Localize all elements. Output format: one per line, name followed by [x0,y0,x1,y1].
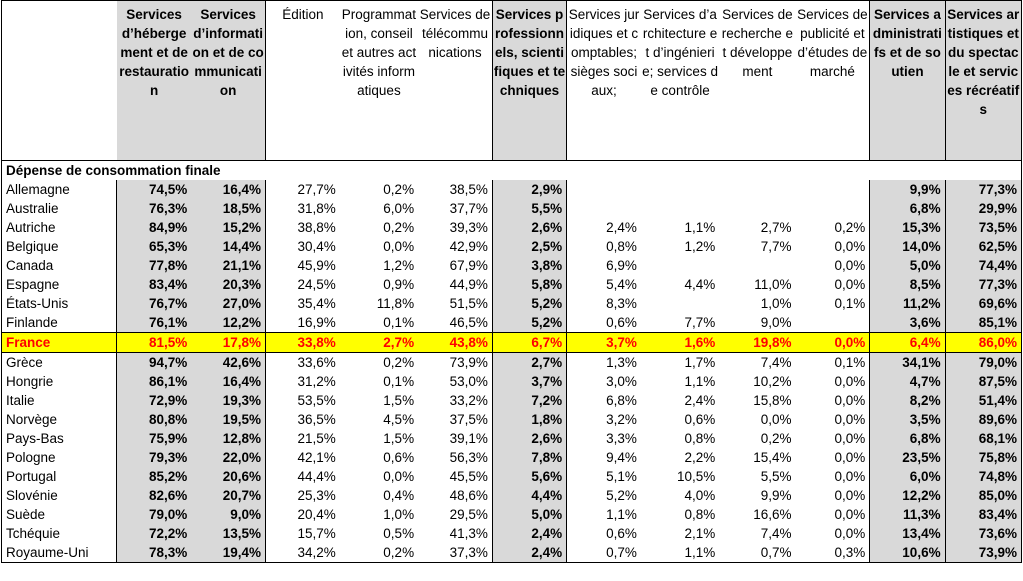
country-name: Pays-Bas [2,429,117,448]
table-cell: 6,4% [870,333,945,353]
table-cell: 87,5% [945,372,1021,391]
table-cell: 22,0% [191,448,265,467]
table-cell: 0,0% [796,256,870,275]
table-cell: 8,2% [870,391,945,410]
table-cell: 0,0% [796,448,870,467]
table-cell: 76,3% [117,199,191,218]
table-cell: 2,6% [492,218,566,237]
table-cell [719,199,795,218]
table-cell [641,256,719,275]
table-cell: 86,1% [117,372,191,391]
table-cell: 51,4% [945,391,1021,410]
table-cell: 31,2% [297,374,336,389]
table-cell: 5,0% [870,256,945,275]
table-row [2,524,1022,543]
table-cell: 16,4% [191,372,265,391]
table-cell: 5,8% [492,275,566,294]
table-cell: 76,1% [117,313,191,333]
table-cell: 2,7% [492,353,566,373]
table-cell: 1,5% [383,431,415,446]
country-name: Allemagne [2,180,117,199]
table-cell: 10,5% [676,469,716,484]
table-cell: 9,9% [760,488,792,503]
table-cell: 0,7% [567,543,641,563]
country-name: États-Unis [2,294,117,313]
table-cell: 89,6% [945,410,1021,429]
table-cell: 5,6% [492,467,566,486]
table-cell: 73,5% [945,218,1021,237]
table-cell: 45,9% [297,258,336,273]
table-cell: 29,9% [945,199,1021,218]
table-cell: 34,1% [870,353,945,373]
table-cell: 77,3% [945,275,1021,294]
table-cell: 85,1% [945,313,1021,333]
table-cell: 15,7% [297,526,336,541]
table-cell: 77,8% [117,256,191,275]
table-cell [567,199,641,218]
table-cell: 72,2% [117,524,191,543]
table-cell: 33,8% [266,333,340,353]
table-cell: 0,0% [796,410,870,429]
header-telecom: Services de télécommunications [418,1,492,161]
table-cell: 30,4% [297,239,336,254]
table-cell: 75,9% [117,429,191,448]
table-cell: 45,5% [418,467,492,486]
table-cell: 0,8% [606,239,637,254]
table-cell: 1,2% [684,239,716,254]
table-cell: 0,0% [796,467,870,486]
table-cell: 42,9% [418,237,492,256]
table-cell: 7,7% [684,315,716,330]
country-name: Royaume-Uni [2,543,117,563]
table-cell: 3,3% [606,431,637,446]
table-cell: 0,0% [760,412,792,427]
table-cell: 53,5% [297,393,336,408]
table-cell: 0,8% [684,431,716,446]
table-cell: 31,8% [297,201,336,216]
table-row [2,543,1022,563]
country-name: Pologne [2,448,117,467]
table-cell: 77,3% [945,180,1021,199]
section-row [2,161,1022,181]
table-cell: 8,3% [606,296,637,311]
table-cell: 1,1% [684,220,716,235]
table-cell: 0,0% [796,275,870,294]
table-cell: 9,0% [760,315,792,330]
table-cell: 74,4% [945,256,1021,275]
table-cell: 12,8% [191,429,265,448]
table-cell: 73,9% [418,353,492,373]
table-cell: 15,3% [870,218,945,237]
table-cell: 5,2% [492,294,566,313]
header-row [2,1,1022,161]
country-name: Tchéquie [2,524,117,543]
table-cell: 21,1% [191,256,265,275]
table-cell: 0,6% [684,412,716,427]
table-cell: 84,9% [117,218,191,237]
table-cell [796,180,870,199]
table-cell: 13,4% [870,524,945,543]
table-cell: 56,3% [418,448,492,467]
table-cell: 10,6% [870,543,945,563]
table-cell: 5,4% [606,277,637,292]
table-cell: 81,5% [117,333,191,353]
table-cell: 1,3% [606,355,637,370]
table-cell: 21,5% [297,431,336,446]
table-cell: 82,6% [117,486,191,505]
table-cell: 0,2% [383,355,415,370]
table-cell: 2,6% [492,429,566,448]
table-row [2,505,1022,524]
table-cell: 53,0% [418,372,492,391]
table-cell: 3,0% [606,374,637,389]
header-juridiques: Services juridiques et comptables; sièges sociaux; [568,7,640,98]
table-cell: 0,9% [383,277,415,292]
table-cell: 6,9% [606,258,637,273]
table-row [2,218,1022,237]
table-cell: 24,5% [297,277,336,292]
table-cell: 46,5% [418,313,492,333]
table-cell [796,313,870,333]
table-cell: 73,6% [945,524,1021,543]
table-cell: 1,2% [383,258,415,273]
table-cell: 0,2% [383,220,415,235]
table-cell: 94,7% [117,353,191,373]
table-cell: 5,5% [760,469,792,484]
table-cell: 5,0% [492,505,566,524]
table-cell [641,294,719,313]
table-cell: 0,0% [383,239,415,254]
table-cell: 2,4% [492,543,566,563]
table-cell: 11,3% [870,505,945,524]
section-title: Dépense de consommation finale [2,161,1022,181]
table-cell [567,180,641,199]
table-cell: 19,5% [191,410,265,429]
table-cell: 44,4% [297,469,336,484]
table-cell: 2,5% [492,237,566,256]
table-cell: 0,5% [383,526,415,541]
table-row [2,429,1022,448]
table-cell: 79,0% [945,353,1021,373]
country-name: Finlande [2,313,117,333]
table-cell: 2,7% [760,220,792,235]
table-cell: 0,8% [684,507,716,522]
table-cell: 39,1% [418,429,492,448]
table-cell: 7,2% [492,391,566,410]
table-cell: 69,6% [945,294,1021,313]
header-hebergement: Services d’hébergement et de restauration [117,1,191,161]
table-cell: 27,7% [297,182,336,197]
table-cell: 10,2% [753,374,792,389]
table-cell: 6,0% [870,467,945,486]
table-cell: 7,8% [492,448,566,467]
header-administratifs: Services administratifs et de soutien [870,1,945,161]
table-cell: 5,2% [492,313,566,333]
table-row [2,275,1022,294]
header-recherche: Services de recherche et développement [721,7,794,79]
table-cell: 0,0% [796,372,870,391]
table-row [2,372,1022,391]
table-cell: 4,7% [870,372,945,391]
table-cell: 5,5% [492,199,566,218]
table-cell: 6,8% [606,393,637,408]
table-cell: 1,8% [492,410,566,429]
table-cell: 7,4% [760,526,792,541]
table-cell: 76,7% [117,294,191,313]
table-row [2,410,1022,429]
table-cell: 72,9% [117,391,191,410]
table-cell: 42,6% [191,353,265,373]
table-cell: 12,2% [191,313,265,333]
header-professionnels: Services professionnels, scientifiques et techniques [492,1,566,161]
table-cell: 9,4% [606,450,637,465]
table-cell: 16,6% [753,507,792,522]
table-cell: 0,0% [796,429,870,448]
table-row [2,391,1022,410]
table-row [2,333,1022,353]
table-cell: 74,8% [945,467,1021,486]
country-name: Hongrie [2,372,117,391]
table-cell: 1,6% [641,333,719,353]
table-cell: 0,0% [796,486,870,505]
country-name: Australie [2,199,117,218]
table-row [2,256,1022,275]
table-cell: 0,0% [383,469,415,484]
table-cell: 6,0% [383,201,415,216]
table-cell: 44,9% [418,275,492,294]
table-cell: 1,7% [684,355,716,370]
table-cell: 75,8% [945,448,1021,467]
table-cell: 34,2% [266,543,340,563]
table-cell: 16,9% [297,315,336,330]
table-cell: 85,0% [945,486,1021,505]
table-cell: 83,4% [117,275,191,294]
table-cell: 3,5% [870,410,945,429]
table-cell: 1,0% [383,507,415,522]
table-cell [641,180,719,199]
table-cell: 16,4% [191,180,265,199]
table-row [2,448,1022,467]
table-cell: 2,4% [492,524,566,543]
table-cell: 0,2% [340,543,418,563]
table-cell: 3,8% [492,256,566,275]
table-cell: 0,0% [796,524,870,543]
table-cell: 0,0% [796,237,870,256]
header-architecture: Services d’architecture et d’ingénierie; services de contrôle [642,7,718,98]
table-cell: 86,0% [945,333,1021,353]
table-row [2,467,1022,486]
country-name: Canada [2,256,117,275]
country-name: Espagne [2,275,117,294]
country-name: Italie [2,391,117,410]
table-cell: 1,1% [606,507,637,522]
table-cell: 0,0% [796,391,870,410]
table-cell: 19,8% [719,333,795,353]
table-cell: 39,3% [418,218,492,237]
table-cell: 33,2% [418,391,492,410]
table-cell: 73,9% [945,543,1021,563]
header-publicite: Services de publicité et d’études de marché [796,1,870,161]
table-cell: 5,1% [606,469,637,484]
table-cell: 2,9% [492,180,566,199]
table-cell: 2,4% [606,220,637,235]
table-cell: 27,0% [191,294,265,313]
table-cell: 4,0% [684,488,716,503]
table-cell: 48,6% [418,486,492,505]
table-cell: 35,4% [297,296,336,311]
table-cell: 19,3% [191,391,265,410]
table-cell: 80,8% [117,410,191,429]
table-cell: 3,6% [870,313,945,333]
table-cell: 78,3% [117,543,191,563]
table-cell: 14,0% [870,237,945,256]
header-artistiques: Services artistiques et du spectacle et services récréatifs [945,1,1021,161]
table-row [2,199,1022,218]
table-cell: 29,5% [418,505,492,524]
table-cell: 4,5% [383,412,415,427]
table-cell: 37,7% [418,199,492,218]
table-cell: 33,6% [297,355,336,370]
table-cell: 6,8% [870,429,945,448]
country-name: Autriche [2,218,117,237]
table-cell: 51,5% [418,294,492,313]
table-cell: 0,7% [719,543,795,563]
table-row [2,180,1022,199]
country-name: Belgique [2,237,117,256]
country-name: France [2,333,117,353]
table-cell: 4,4% [684,277,716,292]
consumption-table [1,0,1022,563]
country-name: Grèce [2,353,117,373]
table-cell: 0,1% [796,294,870,313]
table-cell: 41,3% [418,524,492,543]
table-cell: 3,7% [567,333,641,353]
table-cell: 19,4% [191,543,265,563]
table-cell: 6,8% [870,199,945,218]
table-cell: 0,2% [383,182,415,197]
table-cell: 79,3% [117,448,191,467]
table-row [2,353,1022,373]
table-cell: 79,0% [117,505,191,524]
table-cell: 0,1% [796,353,870,373]
table-cell: 1,5% [383,393,415,408]
table-cell: 3,2% [606,412,637,427]
table-cell [796,199,870,218]
table-cell: 37,5% [418,410,492,429]
country-name: Slovénie [2,486,117,505]
table-cell: 38,8% [297,220,336,235]
table-cell: 13,5% [191,524,265,543]
table-cell: 0,1% [383,374,415,389]
table-cell: 0,3% [796,543,870,563]
table-cell: 5,2% [606,488,637,503]
table-cell: 17,8% [191,333,265,353]
table-cell: 11,8% [376,296,415,311]
table-row [2,486,1022,505]
table-cell: 42,1% [297,450,336,465]
table-cell: 0,2% [796,218,870,237]
table-cell: 2,1% [684,526,716,541]
table-row [2,313,1022,333]
table-cell: 7,7% [760,239,792,254]
table-cell: 62,5% [945,237,1021,256]
table-cell: 11,0% [754,277,792,292]
country-name: Suède [2,505,117,524]
table-cell: 0,4% [383,488,415,503]
table-row [2,294,1022,313]
table-cell: 83,4% [945,505,1021,524]
table-cell [719,256,795,275]
country-name: Norvège [2,410,117,429]
table-cell: 3,7% [492,372,566,391]
table-cell: 67,9% [418,256,492,275]
table-cell: 15,2% [191,218,265,237]
table-cell: 6,7% [492,333,566,353]
header-country [2,1,117,161]
table-cell: 37,3% [418,543,492,563]
table-cell: 4,4% [492,486,566,505]
table-cell: 1,0% [760,296,792,311]
table-cell: 12,2% [870,486,945,505]
table-cell: 65,3% [117,237,191,256]
table-cell: 0,6% [606,526,637,541]
table-cell: 18,5% [191,199,265,218]
header-edition: Édition [282,7,324,22]
table-cell: 0,2% [760,431,792,446]
table-cell: 9,9% [870,180,945,199]
table-cell: 20,6% [191,467,265,486]
table-cell: 2,7% [340,333,418,353]
table-row [2,237,1022,256]
header-programmation: Programmation, conseil et autres activités informatiques [341,7,417,98]
table-cell: 2,2% [684,450,716,465]
table-cell: 0,6% [383,450,415,465]
table-cell: 23,5% [870,448,945,467]
table-cell [719,180,795,199]
table-cell: 68,1% [945,429,1021,448]
table-cell: 0,0% [796,505,870,524]
table-cell [641,199,719,218]
table-cell: 20,4% [297,507,336,522]
table-cell: 1,1% [684,374,716,389]
table-cell: 15,8% [753,393,792,408]
table-cell: 7,4% [760,355,792,370]
table-cell: 15,4% [753,450,792,465]
table-cell: 85,2% [117,467,191,486]
header-information: Services d’information et de communication [191,1,265,161]
table-cell: 38,5% [418,180,492,199]
table-cell: 43,8% [418,333,492,353]
table-cell: 2,4% [684,393,716,408]
table-cell: 25,3% [297,488,336,503]
country-name: Portugal [2,467,117,486]
table-cell: 8,5% [870,275,945,294]
table-cell: 36,5% [297,412,336,427]
table-cell: 20,7% [191,486,265,505]
table-cell: 0,0% [796,333,870,353]
table-cell: 9,0% [191,505,265,524]
table-cell: 14,4% [191,237,265,256]
table-cell: 0,1% [383,315,415,330]
table-cell: 11,2% [870,294,945,313]
table-cell: 74,5% [117,180,191,199]
table-cell: 0,6% [606,315,637,330]
table-cell: 20,3% [191,275,265,294]
table-cell: 1,1% [641,543,719,563]
